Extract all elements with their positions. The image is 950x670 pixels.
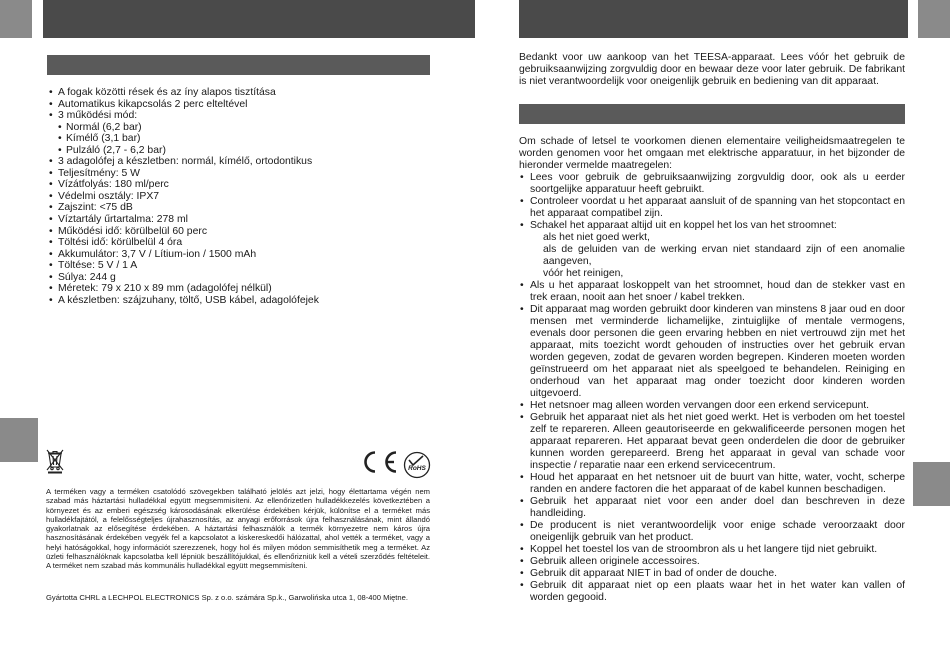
spec-subitem: • Pulzáló (2,7 - 6,2 bar) (48, 145, 468, 157)
rohs-label: RoHS (408, 465, 426, 472)
manufacturer-paragraph: Gyártotta CHRL a LECHPOL ELECTRONICS Sp. z o.o. számára Sp.k., Garwolińska utca 1, 08-400 Miętne. (46, 593, 408, 602)
right-page-header-bar (519, 0, 908, 38)
spec-item: • Töltése: 5 V / 1 A (48, 260, 468, 272)
spec-item: • Működési idő: körülbelül 60 perc (48, 226, 468, 238)
spec-item: • 3 adagolófej a készletben: normál, kímélő, ortodontikus (48, 156, 468, 168)
safety-item: • Koppel het toestel los van de stroombron als u het langere tijd niet gebruikt. (519, 544, 905, 556)
spec-item: • Méretek: 79 x 210 x 89 mm (adagolófej nélkül) (48, 283, 468, 295)
safety-item: • Gebruik het apparaat niet als het niet goed werkt. Het is verboden om het toestel zelf te repareren. Alleen geautoriseerde en gekwalificeerde personen mogen het apparaat repareren. Het apparaat bevat geen onderdelen die door de gebruiker kunnen worden gerepareerd. Breng het apparaat in geval van schade voor inspectie / reparatie naar een erkend servicecentrum. (519, 412, 905, 472)
rohs-badge-icon (403, 451, 431, 479)
safety-subitem: als het niet goed werkt, (543, 232, 650, 243)
disposal-paragraph: A terméken vagy a terméken csatolódó szövegekben található jelölés azt jelzi, hogy élettartama végén nem szabad más háztartási hulladékkal együtt megsemmisíteni. Az ellenőrizetlen hulladékkezelés következtében a környezet és az emberi egészség károsodásának elkerülése érdekében kérjük, különítse el a terméket más hulladékfajtától, a felelősségteljes újrahasznosítás, az anyagi erőforrások újra felhasználásának, mint állandó gyakorlatnak az elősegítése érdekében. A háztartási felhasználók a termék környezetre nem káros újra hasznosításának érdekében vegyék fel a kapcsolatot a kiskereskedői hálózattal, ahol vették a terméket, vagy a helyi hatóságokkal, hogy információt szerezzenek, hogy hol és milyen módon semmisíthetik meg a terméket. Az üzleti felhasználóknak kapcsolatba kell lépniük beszállítójukkal, és ellenőrizniük kell a vételi szerződés feltételeit. A terméket nem szabad más kommunális hulladékkal együtt megsemmisíteni. (46, 487, 430, 571)
safety-subitem: vóór het reinigen, (543, 268, 624, 279)
safety-item: • Lees voor gebruik de gebruiksaanwijzing zorgvuldig door, ook als u eerder soortgelijke apparatuur heeft gebruikt. (519, 172, 905, 196)
right-side-tab (913, 462, 950, 506)
spec-section-bar (47, 55, 430, 75)
spec-item: • A fogak közötti rések és az íny alapos tisztítása (48, 87, 468, 99)
safety-item: • Als u het apparaat loskoppelt van het stroomnet, houd dan de stekker vast en trek eraan, nooit aan het snoer / kabel trekken. (519, 280, 905, 304)
safety-list (519, 172, 905, 604)
right-corner-tab (918, 0, 950, 38)
spec-list (48, 87, 468, 306)
safety-item: • Gebruik het apparaat niet voor een ander doel dan beschreven in deze handleiding. (519, 496, 905, 520)
safety-item: • Het netsnoer mag alleen worden vervangen door een erkend servicepunt. (519, 400, 905, 412)
spec-item: • Vízátfolyás: 180 ml/perc (48, 179, 468, 191)
safety-item: • Gebruik dit apparaat NIET in bad of onder de douche. (519, 568, 905, 580)
ce-mark-icon (356, 449, 400, 475)
safety-item: • Schakel het apparaat altijd uit en koppel het los van het stroomnet: (519, 220, 905, 232)
safety-item: • Gebruik alleen originele accessoires. (519, 556, 905, 568)
safety-item: • Houd het apparaat en het netsnoer uit de buurt van hitte, water, vocht, scherpe randen en andere factoren die het apparaat of de kabel kunnen beschadigen. (519, 472, 905, 496)
safety-section-bar (519, 104, 905, 124)
spec-subitem: • Kímélő (3,1 bar) (48, 133, 468, 145)
intro-paragraph: Bedankt voor uw aankoop van het TEESA-apparaat. Lees vóór het gebruik de gebruiksaanwijzing zorgvuldig door en bewaar deze voor later gebruik. De fabrikant is niet verantwoordelijk voor oneigenlijk gebruik en bediening van dit apparaat. (519, 52, 905, 87)
spec-subitem: • Normál (6,2 bar) (48, 122, 468, 134)
safety-item: • Controleer voordat u het apparaat aansluit of de spanning van het stopcontact en het apparaat compatibel zijn. (519, 196, 905, 220)
safety-item: • Gebruik dit apparaat niet op een plaats waar het in het water kan vallen of worden gegooid. (519, 580, 905, 604)
safety-intro-paragraph: Om schade of letsel te voorkomen dienen elementaire veiligheidsmaatregelen te worden genomen voor het omgaan met elektrische apparatuur, in het bijzonder de hieronder vermelde maatregelen: (519, 136, 905, 171)
spec-item: • Teljesítmény: 5 W (48, 168, 468, 180)
spec-item: • Zajszint: <75 dB (48, 202, 468, 214)
spec-item: • Védelmi osztály: IPX7 (48, 191, 468, 203)
safety-item: • Dit apparaat mag worden gebruikt door kinderen van minstens 8 jaar oud en door mensen met verminderde lichamelijke, zintuiglijke of mentale vermogens, evenals door personen die geen ervaring hebben en niet vertrouwd zijn met het apparaat, mits toezicht wordt gehouden of instructies over het gebruik ervan worden gegeven, zodat de gevaren worden begrepen. Kinderen moeten worden geïnstrueerd om het apparaat niet als speelgoed te behandelen. Reiniging en onderhoud van het apparaat mag onder toezicht door kinderen worden uitgevoerd. (519, 304, 905, 400)
spec-item: • 3 működési mód: (48, 110, 468, 122)
spec-item: • A készletben: szájzuhany, töltő, USB kábel, adagolófejek (48, 295, 468, 307)
weee-bin-icon (44, 448, 66, 474)
safety-subitem: als de geluiden van de werking ervan niet standaard zijn of een anomalie aangeven, (543, 244, 905, 267)
spec-item: • Víztartály űrtartalma: 278 ml (48, 214, 468, 226)
spec-item: • Automatikus kikapcsolás 2 perc elteltével (48, 99, 468, 111)
spec-item: • Súlya: 244 g (48, 272, 468, 284)
left-corner-tab (0, 0, 32, 38)
safety-item: • De producent is niet verantwoordelijk voor enige schade veroorzaakt door oneigenlijk gebruik van het product. (519, 520, 905, 544)
left-side-tab (0, 418, 38, 462)
spec-item: • Akkumulátor: 3,7 V / Lítium-ion / 1500 mAh (48, 249, 468, 261)
left-page-header-bar (43, 0, 475, 38)
spec-item: • Töltési idő: körülbelül 4 óra (48, 237, 468, 249)
